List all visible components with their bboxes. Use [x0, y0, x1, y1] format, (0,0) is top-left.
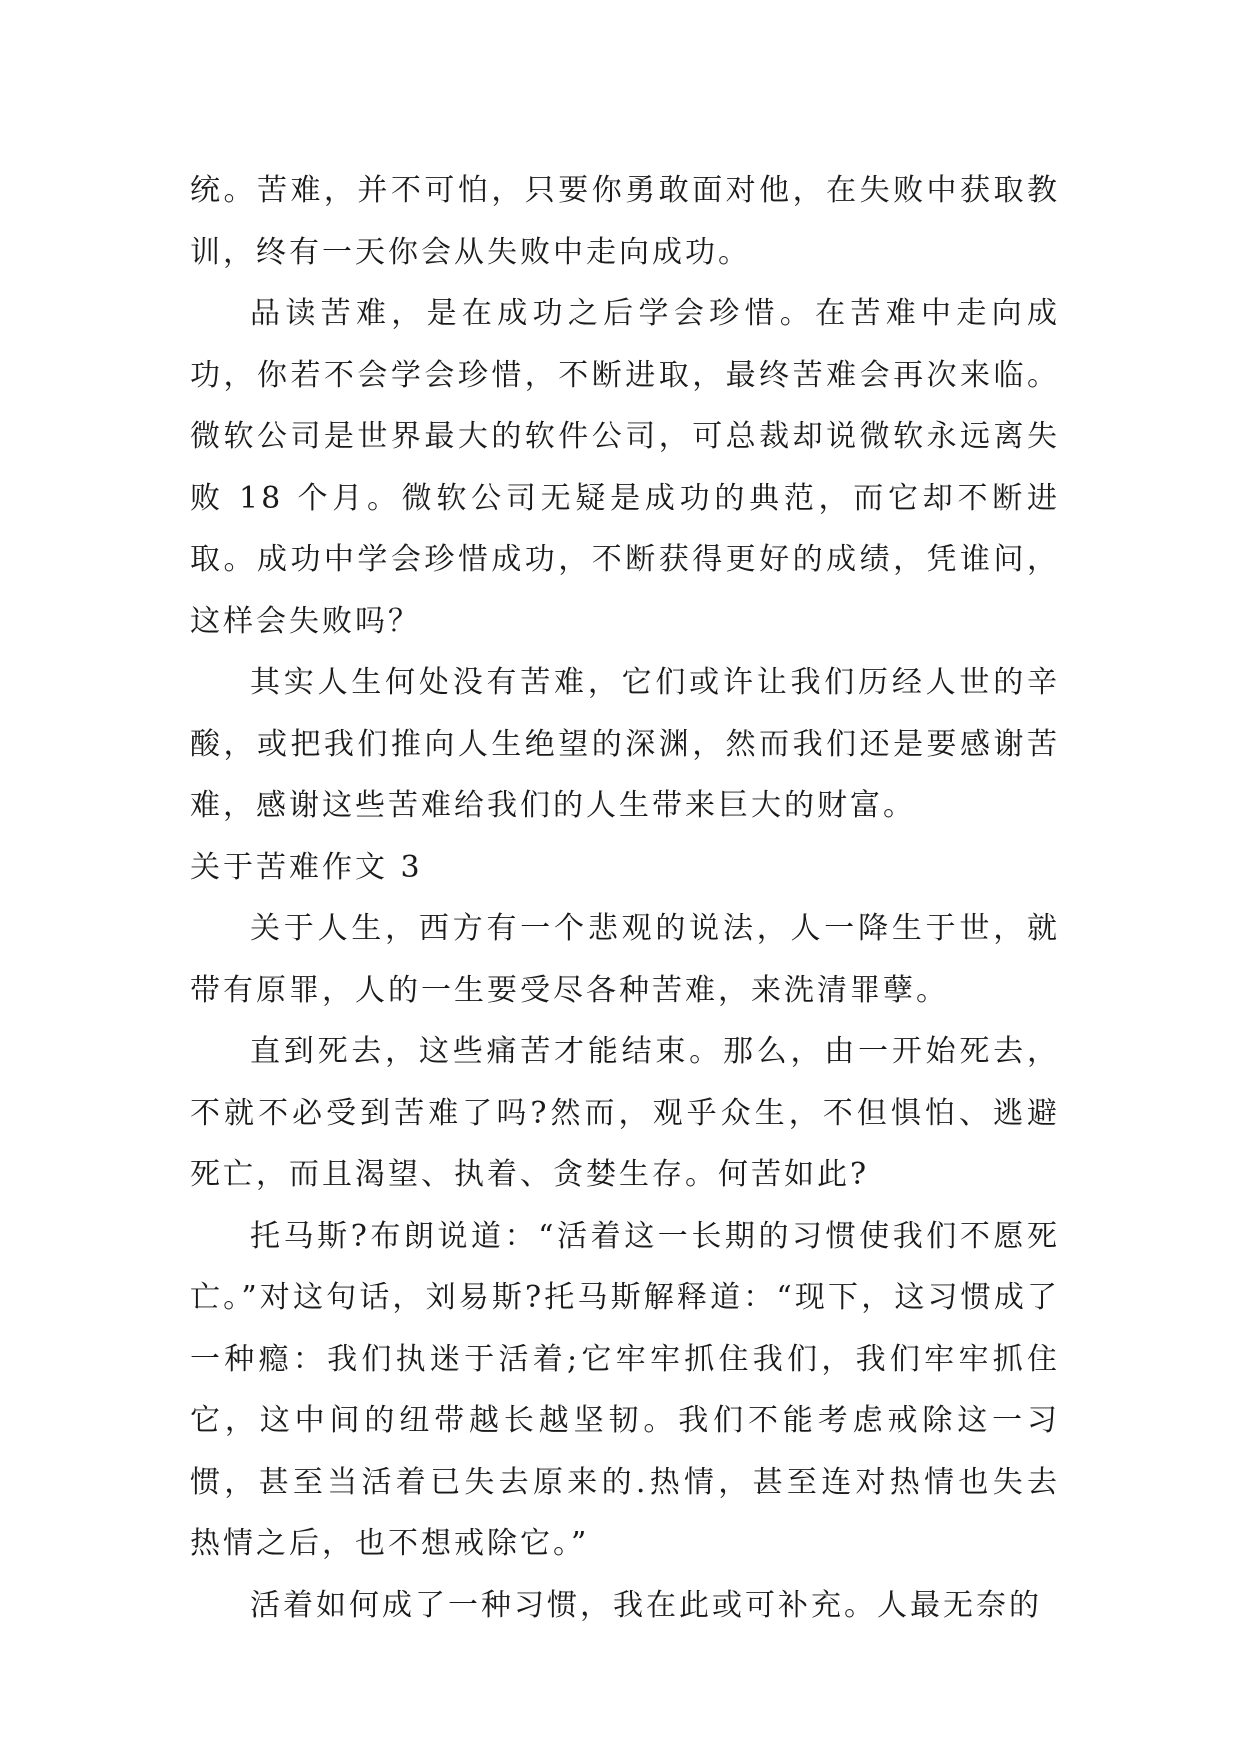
paragraph-cherish-success: 品读苦难，是在成功之后学会珍惜。在苦难中走向成功，你若不会学会珍惜，不断进取，最终苦难会再次来临。微软公司是世界最大的软件公司，可总裁却说微软永远离失败 18 个月。微软公司无疑是成功的典范，而它却不断进取。成功中学会珍惜成功，不断获得更好的成绩，凭谁问，这样会失败吗？: [190, 296, 1060, 639]
section-heading: 关于苦难作文 3: [190, 849, 423, 885]
paragraph-continuation: 统。苦难，并不可怕，只要你勇敢面对他，在失败中获取教训，终有一天你会从失败中走向成功。: [190, 173, 1060, 270]
paragraph-until-death: 直到死去，这些痛苦才能结束。那么，由一开始死去，不就不必受到苦难了吗?然而，观乎众生，不但惧怕、逃避死亡，而且渴望、执着、贪婪生存。何苦如此?: [190, 1034, 1060, 1192]
paragraph-thank-hardship: 其实人生何处没有苦难，它们或许让我们历经人世的辛酸，或把我们推向人生绝望的深渊，然而我们还是要感谢苦难，感谢这些苦难给我们的人生带来巨大的财富。: [190, 665, 1060, 823]
paragraph-original-sin: 关于人生，西方有一个悲观的说法，人一降生于世，就带有原罪，人的一生要受尽各种苦难，来洗清罪孽。: [190, 911, 1060, 1008]
paragraph-living-as-habit: 活着如何成了一种习惯，我在此或可补充。人最无奈的: [250, 1587, 1042, 1623]
document-body: [190, 160, 1060, 1636]
paragraph-thomas-browne-quote: 托马斯?布朗说道：“活着这一长期的习惯使我们不愿死亡。”对这句话，刘易斯?托马斯解释道：“现下，这习惯成了一种瘾：我们执迷于活着;它牢牢抓住我们，我们牢牢抓住它，这中间的纽带越长越坚韧。我们不能考虑戒除这一习惯，甚至当活着已失去原来的.热情，甚至连对热情也失去热情之后，也不想戒除它。”: [190, 1218, 1060, 1561]
